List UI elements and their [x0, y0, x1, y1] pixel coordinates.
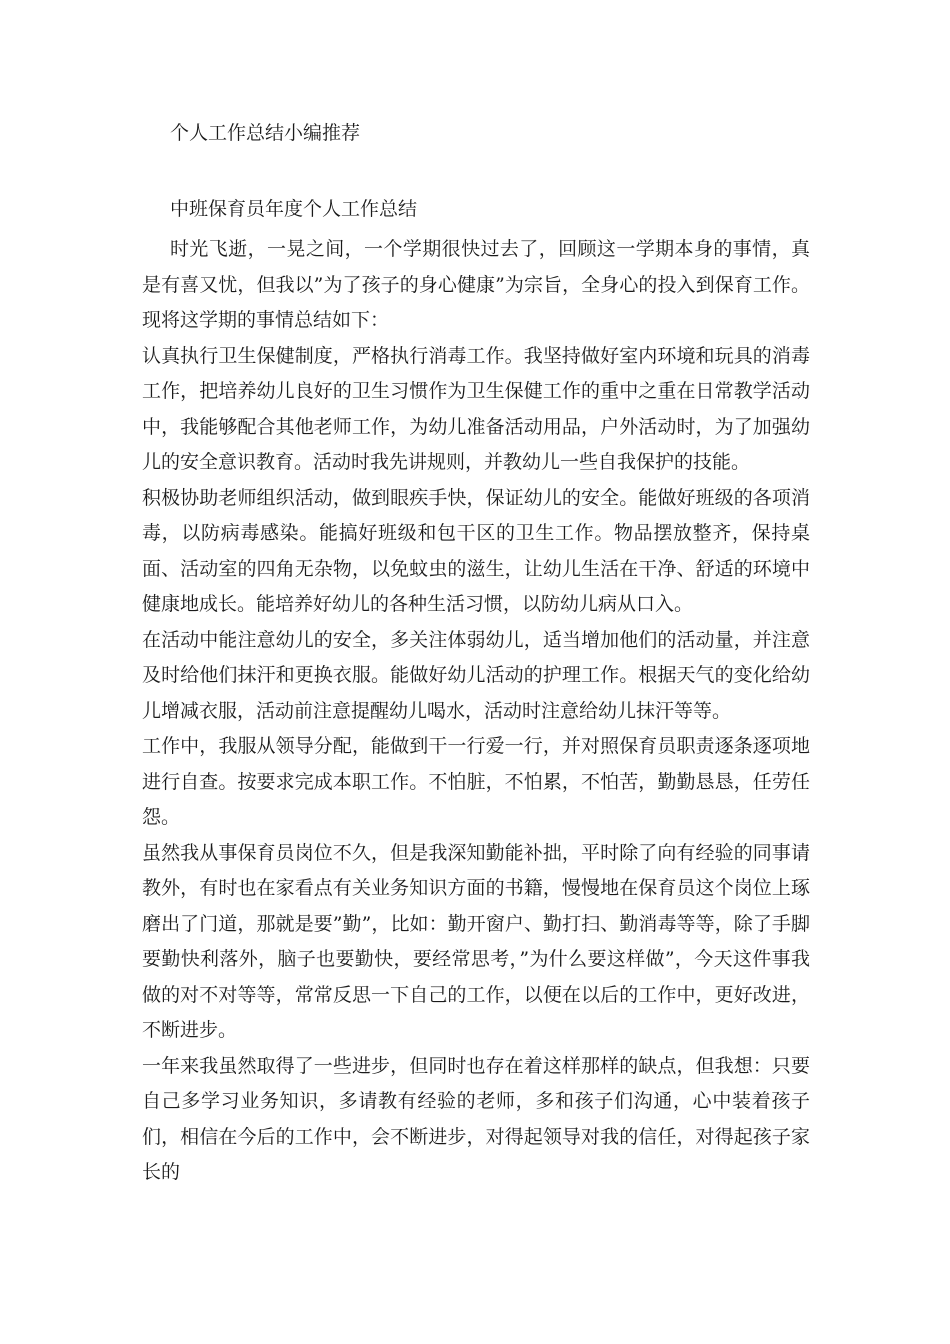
- document-heading: 个人工作总结小编推荐: [170, 122, 361, 144]
- document-body: [142, 232, 810, 1191]
- paragraph-duty: 工作中，我服从领导分配，能做到干一行爱一行，并对照保育员职责逐条逐项地进行自查。按要求完成本职工作。不怕脏，不怕累，不怕苦，勤勤恳恳，任劳任怨。: [142, 735, 810, 828]
- paragraph-assist-activities: 积极协助老师组织活动，做到眼疾手快，保证幼儿的安全。能做好班级的各项消毒，以防病毒感染。能搞好班级和包干区的卫生工作。物品摆放整齐，保持桌面、活动室的四角无杂物，以免蚊虫的滋生，让幼儿生活在干净、舒适的环境中健康地成长。能培养好幼儿的各种生活习惯，以防幼儿病从口入。: [142, 486, 810, 615]
- document-subtitle: 中班保育员年度个人工作总结: [170, 198, 418, 220]
- paragraph-safety: 在活动中能注意幼儿的安全，多关注体弱幼儿，适当增加他们的活动量，并注意及时给他们抹汗和更换衣服。能做好幼儿活动的护理工作。根据天气的变化给幼儿增减衣服，活动前注意提醒幼儿喝水，活动时注意给幼儿抹汗等等。: [142, 628, 810, 722]
- paragraph-intro: 时光飞逝，一晃之间，一个学期很快过去了，回顾这一学期本身的事情，真是有喜又忧，但我以”为了孩子的身心健康”为宗旨，全身心的投入到保育工作。现将这学期的事情总结如下：: [142, 238, 810, 331]
- paragraph-conclusion: 一年来我虽然取得了一些进步，但同时也存在着这样那样的缺点，但我想：只要自己多学习业务知识，多请教有经验的老师，多和孩子们沟通，心中装着孩子们，相信在今后的工作中，会不断进步，对得起领导对我的信任，对得起孩子家长的: [142, 1054, 810, 1183]
- paragraph-diligence: 虽然我从事保育员岗位不久，但是我深知勤能补拙，平时除了向有经验的同事请教外，有时也在家看点有关业务知识方面的书籍，慢慢地在保育员这个岗位上琢磨出了门道，那就是要”勤”，比如：勤开窗户、勤打扫、勤消毒等等，除了手脚要勤快利落外，脑子也要勤快，要经常思考，”为什么要这样做”，今天这件事我做的对不对等等，常常反思一下自己的工作，以便在以后的工作中，更好改进，不断进步。: [142, 841, 810, 1041]
- paragraph-hygiene: 认真执行卫生保健制度，严格执行消毒工作。我坚持做好室内环境和玩具的消毒工作，把培养幼儿良好的卫生习惯作为卫生保健工作的重中之重在日常教学活动中，我能够配合其他老师工作，为幼儿准备活动用品，户外活动时，为了加强幼儿的安全意识教育。活动时我先讲规则，并教幼儿一些自我保护的技能。: [142, 344, 810, 473]
